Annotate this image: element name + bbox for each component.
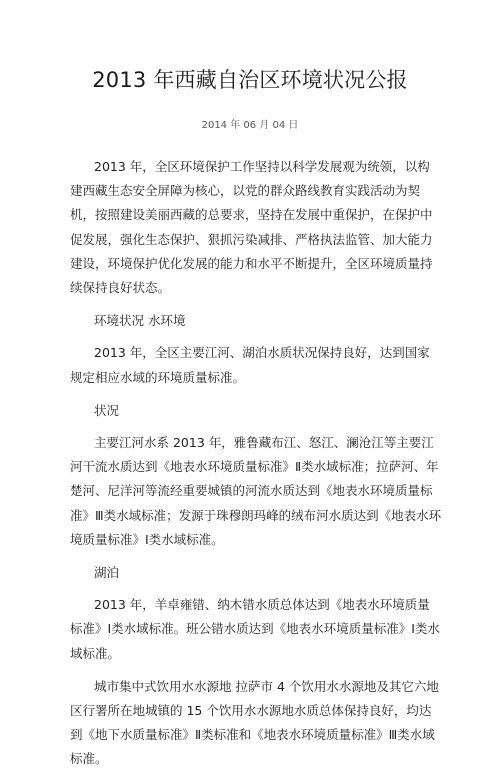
paragraph-intro: 2013 年，全区环境保护工作坚持以科学发展观为统领，以构建西藏生态安全屏障为核心，以党的群众路线教育实践活动为契机，按照建设美丽西藏的总要求，坚持在发展中重保护，在保护中促发展，强化生态保护、狠抓污染减排、严格执法监管、加大能力建设，环境保护优化发展的能力和水平不断提升，全区环境质量持续保持良好状态。 xyxy=(70,159,433,296)
document-title: 2013 年西藏自治区环境状况公报 xyxy=(92,68,408,92)
section-heading-lakes: 湖泊 xyxy=(94,565,120,581)
paragraph-lakes: 2013 年，羊卓雍错、纳木错水质总体达到《地表水环境质量标准》Ⅰ类水域标准。班公错水质达到《地表水环境质量标准》Ⅰ类水域标准。 xyxy=(70,597,440,661)
paragraph-rivers: 主要江河水系 2013 年，雅鲁藏布江、怒江、澜沧江等主要江河干流水质达到《地表水环境质量标准》Ⅱ类水域标准；拉萨河、年楚河、尼洋河等流经重要城镇的河流水质达到《地表水环境质量标准》Ⅲ类水域标准；发源于珠穆朗玛峰的绒布河水质达到《地表水环境质量标准》Ⅰ类水域标准。 xyxy=(70,435,442,547)
paragraph-drinking-water: 城市集中式饮用水水源地 拉萨市 4 个饮用水水源地及其它六地区行署所在地城镇的 15 个饮用水水源地水质总体保持良好，均达到《地下水质量标准》Ⅱ类标准和《地表水环境质量标准》Ⅲ类水域标准。 xyxy=(70,678,439,767)
section-heading-environment: 环境状况 水环境 xyxy=(94,313,186,329)
section-heading-status: 状况 xyxy=(94,402,120,418)
publish-date: 2014 年 06 月 04 日 xyxy=(201,120,299,131)
paragraph-water-overview: 2013 年，全区主要江河、湖泊水质状况保持良好，达到国家规定相应水域的环境质量标准。 xyxy=(70,345,430,385)
document-body xyxy=(70,155,442,781)
